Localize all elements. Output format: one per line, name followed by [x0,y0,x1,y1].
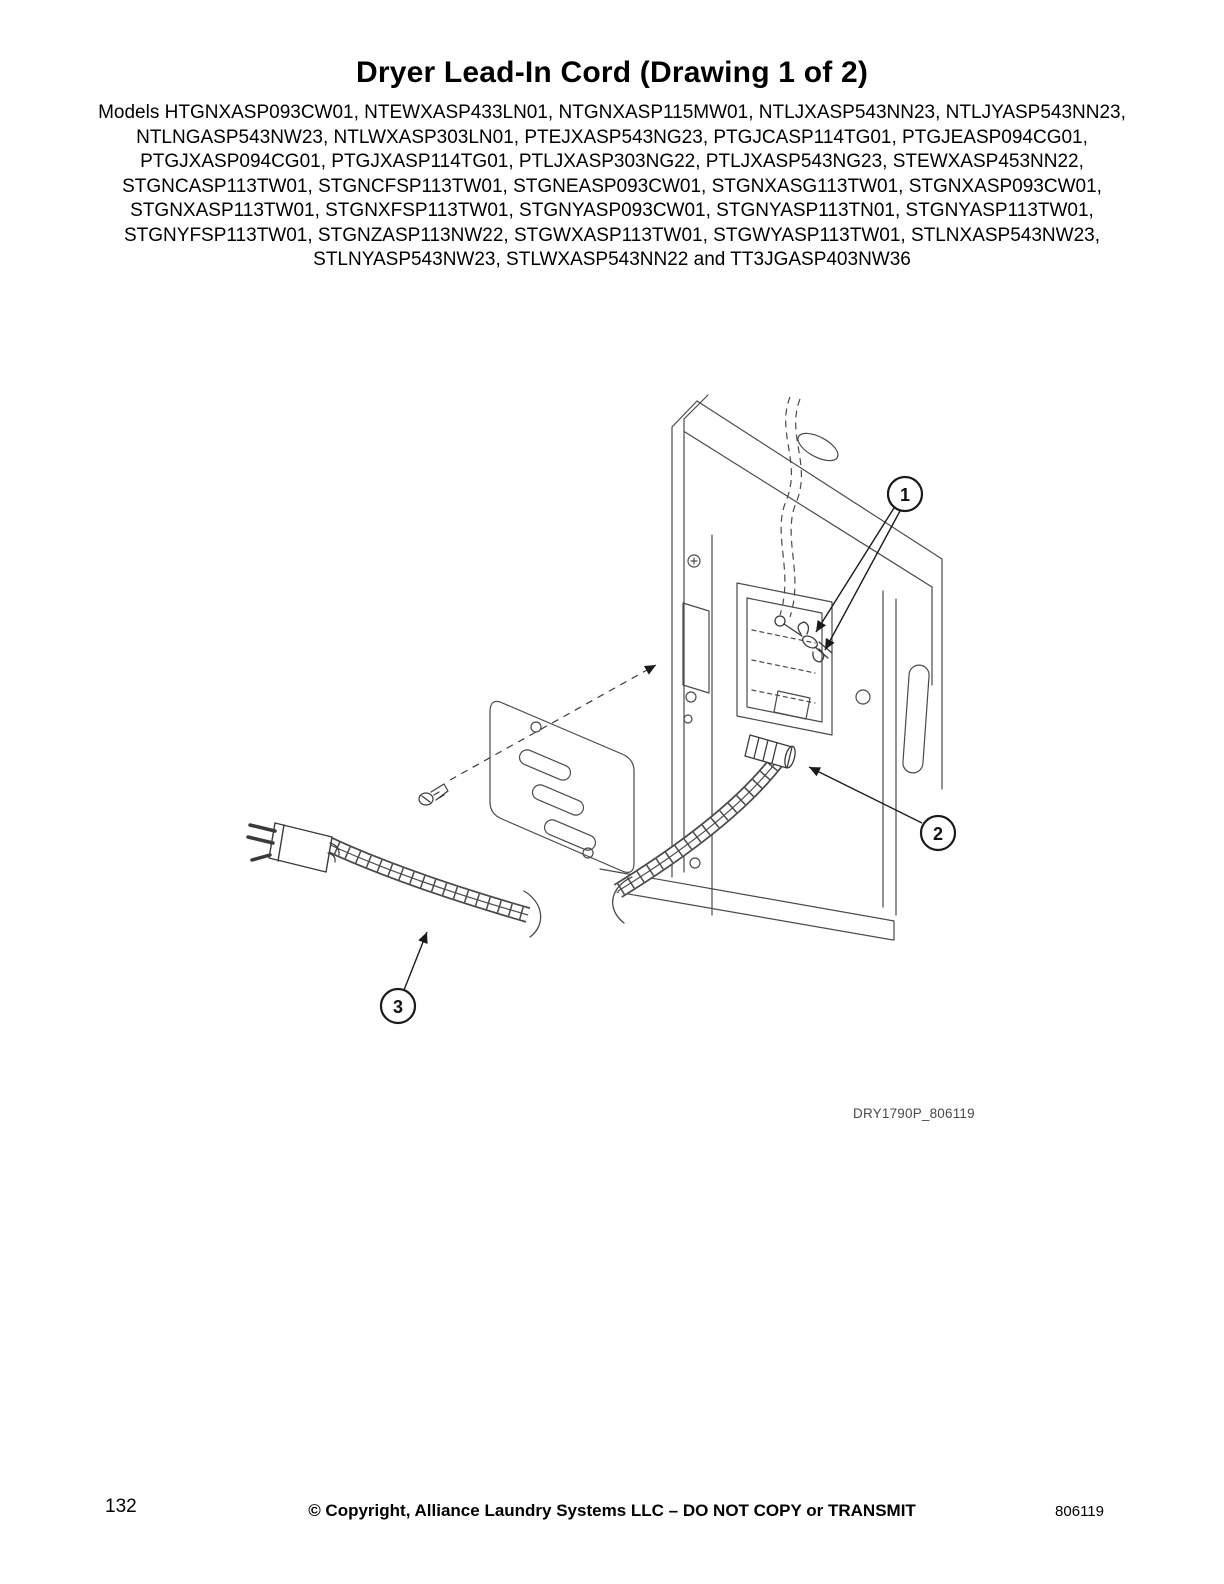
models-line: PTGJXASP094CG01, PTGJXASP114TG01, PTLJXASP303NG22, PTLJXASP543NG23, STEWXASP453NN22, [140,151,1084,172]
panel-screw-hole [856,690,870,704]
panel-screw-hole [690,858,700,868]
callout-2-number: 2 [932,824,944,844]
panel-bracket [683,603,709,693]
callout-3-badge [381,989,415,1023]
power-plug [248,823,339,872]
models-line: NTLNGASP543NW23, NTLWXASP303LN01, PTEJXASP543NG23, PTGJCASP114TG01, PTGJEASP094CG01, [136,126,1088,148]
callout-2-leader [809,767,922,823]
callout-leader-lines [404,508,922,990]
page-title: Dryer Lead-In Cord (Drawing 1 of 2) [355,56,869,89]
ground-wire-terminal [775,616,832,662]
panel-screw-hole [684,715,692,723]
callout-1-leader [825,511,900,650]
panel-screw-hole [686,692,696,702]
page-number: 132 [105,1496,137,1517]
mounting-screw [419,784,448,805]
models-line: STLNYASP543NW23, STLWXASP543NN22 and TT3JGASP403NW36 [313,249,911,270]
panel-vent-slot [902,664,929,773]
callout-1-badge [888,477,922,511]
access-cover-plate [490,701,634,872]
callout-2-badge [921,816,955,850]
cover-plate-hole [531,722,541,732]
copyright-notice: © Copyright, Alliance Laundry Systems LLC – DO NOT COPY or TRANSMIT [308,1501,916,1520]
document-number: 806119 [1055,1503,1104,1520]
cover-plate-slot [542,818,598,853]
cover-plate-slot [517,748,573,783]
callout-1-number: 1 [899,485,911,505]
models-line: STGNYFSP113TW01, STGNZASP113NW22, STGWXASP113TW01, STGWYASP113TW01, STLNXASP543NW23, [124,224,1100,246]
cover-plate-slot [530,783,586,818]
drawing-id: DRY1790P_806119 [853,1106,975,1121]
strain-relief-bushing [745,735,797,769]
plug-prongs [248,825,275,860]
models-line: Models HTGNXASP093CW01, NTEWXASP433LN01, NTGNXASP115MW01, NTLJXASP543NN23, NTLJYASP543NN23, [98,102,1126,123]
terminal-block-cutout [737,583,832,735]
models-line: STGNXASP113TW01, STGNXFSP113TW01, STGNYASP093CW01, STGNYASP113TN01, STGNYASP113TW01, [130,200,1094,221]
screw-alignment-dashed-line [450,665,656,780]
lead-in-wires [780,397,801,617]
callout-1-leader [816,508,894,632]
callout-3-number: 3 [392,997,404,1017]
models-list [60,101,1164,273]
callout-3-leader [404,932,427,990]
panel-top-oval-hole [794,428,842,466]
models-line: STGNCASP113TW01, STGNCFSP113TW01, STGNEASP093CW01, STGNXASG113TW01, STGNXASP093CW01, [122,175,1102,197]
dryer-lead-in-cord-diagram [180,375,980,1155]
rear-panel-outline [600,395,942,940]
